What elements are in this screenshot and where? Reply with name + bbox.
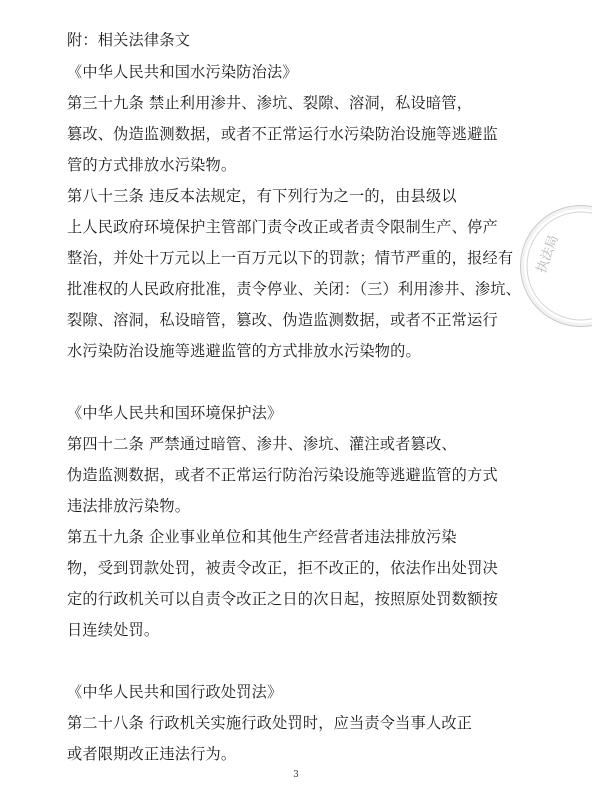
seal-text: 执法局 (534, 233, 562, 276)
article-42-line-2: 伪造监测数据，或者不正常运行防治污染设施等逃避监管的方式 (67, 466, 498, 484)
official-seal-stamp (520, 205, 592, 327)
article-28-line-2: 或者限期改正违法行为。 (67, 745, 237, 763)
seal-icon (521, 206, 592, 326)
article-59-line-3: 定的行政机关可以自责令改正之日的次日起，按照原处罚数额按 (67, 590, 498, 608)
law-title-environmental-protection: 《中华人民共和国环境保护法》 (67, 404, 283, 422)
article-83-line-3: 整治，并处十万元以上一百万元以下的罚款；情节严重的，报经有 (67, 249, 514, 267)
article-83-line-5: 裂隙、溶洞，私设暗管，篡改、伪造监测数据，或者不正常运行 (67, 311, 498, 329)
article-39-line-1: 第三十九条 禁止利用渗井、渗坑、裂隙、溶洞，私设暗管， (67, 94, 473, 112)
article-39-line-2: 篡改、伪造监测数据，或者不正常运行水污染防治设施等逃避监 (67, 125, 498, 143)
page-number: 3 (293, 770, 299, 780)
article-83-line-2: 上人民政府环境保护主管部门责令改正或者责令限制生产、停产 (67, 218, 498, 236)
heading-appendix: 附：相关法律条文 (67, 31, 191, 49)
article-42-line-3: 违法排放污染物。 (67, 497, 191, 515)
article-83-line-4: 批准权的人民政府批准，责令停业、关闭：（三）利用渗井、渗坑、 (67, 280, 522, 298)
law-title-water-pollution: 《中华人民共和国水污染防治法》 (67, 63, 298, 81)
article-28-line-1: 第二十八条 行政机关实施行政处罚时，应当责令当事人改正 (67, 714, 473, 732)
article-39-line-3: 管的方式排放水污染物。 (67, 156, 237, 174)
article-59-line-2: 物，受到罚款处罚，被责令改正，拒不改正的，依法作出处罚决 (67, 559, 498, 577)
article-59-line-4: 日连续处罚。 (67, 621, 160, 639)
article-83-line-1: 第八十三条 违反本法规定，有下列行为之一的，由县级以 (67, 187, 457, 205)
article-83-line-6: 水污染防治设施等逃避监管的方式排放水污染物的。 (67, 342, 421, 360)
article-59-line-1: 第五十九条 企业事业单位和其他生产经营者违法排放污染 (67, 528, 457, 546)
article-42-line-1: 第四十二条 严禁通过暗管、渗井、渗坑、灌注或者篡改、 (67, 435, 457, 453)
law-title-administrative-penalty: 《中华人民共和国行政处罚法》 (67, 683, 283, 701)
